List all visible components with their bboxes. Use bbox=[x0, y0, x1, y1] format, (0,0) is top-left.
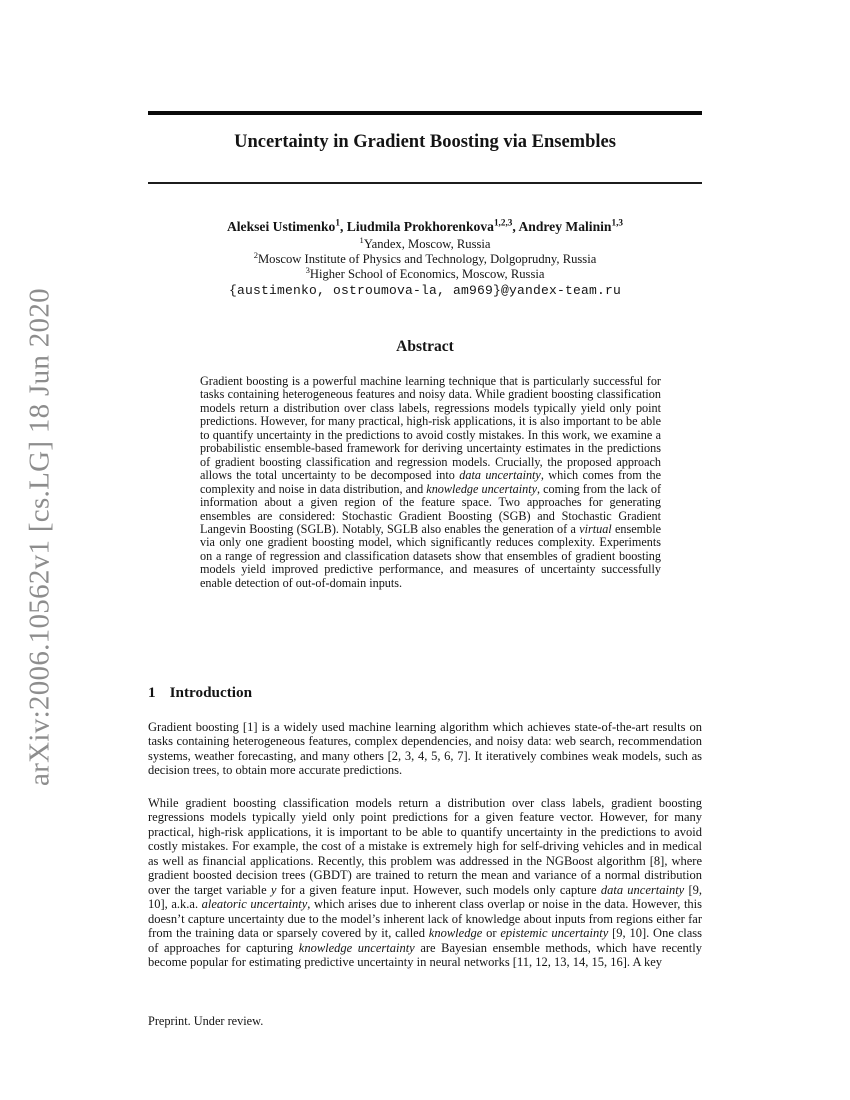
author-emails: {austimenko, ostroumova-la, am969}@yandex-team.ru bbox=[228, 283, 622, 299]
intro-paragraph-1: Gradient boosting [1] is a widely used machine learning algorithm which achieves state-of-the-art results on tasks containing heterogeneous features, complex dependencies, and noisy data: web search, recommendation systems, weather forecasting, and many others [2, 3, 4, 5, 6, 7]. It iteratively combines weak models, such as decision trees, to obtain more accurate predictions. bbox=[148, 720, 702, 778]
arxiv-watermark: arXiv:2006.10562v1 [cs.LG] 18 Jun 2020 bbox=[23, 288, 56, 786]
section-1-title: Introduction bbox=[169, 684, 253, 701]
affiliation-yandex: $^1$Yandex, Moscow, Russia bbox=[359, 234, 491, 251]
title-rule-bottom bbox=[148, 182, 702, 184]
affiliation-hse: $^3$Higher School of Economics, Moscow, Russia bbox=[305, 264, 545, 281]
intro-paragraph-2: While gradient boosting classification models return a distribution over class labels, gradient boosting regressions models typically yield only point predictions for a given feature vector. However, for many practical, high-risk applications, it is important to be able to quantify uncertainty in the predictions to avoid costly mistakes. For example, the cost of a mistake is extremely high for self-driving vehicles and in medical as well as financial applications. Recently, this problem was addressed in the NGBoost algorithm [8], where gradient boosted decision trees (GBDT) are trained to return the mean and variance of a normal distribution over the target variable y for a given feature input. However, such models only capture data uncertainty [9, 10], a.k.a. aleatoric uncertainty, which arises due to inherent class overlap or noise in the data. However, this doesn’t capture uncertainty due to the model’s inherent lack of knowledge about inputs from regions either far from the training data or sparsely covered by it, called knowledge or epistemic uncertainty [9, 10]. One class of approaches for capturing knowledge uncertainty are Bayesian ensemble methods, which have recently become popular for estimating predictive uncertainty in neural networks [11, 12, 13, 14, 15, 16]. A key bbox=[148, 796, 703, 969]
affiliation-mipt: $^2$Moscow Institute of Physics and Technology, Dolgoprudny, Russia bbox=[253, 249, 597, 266]
section-1-heading bbox=[148, 684, 702, 702]
preprint-footnote: Preprint. Under review. bbox=[148, 1014, 264, 1028]
author-block bbox=[118, 219, 732, 299]
abstract-text: Gradient boosting is a powerful machine learning technique that is particularly successful for tasks containing heterogeneous features and noisy data. While gradient boosting classification models return a distribution over class labels, regressions models typically yield only point predictions. However, for many practical, high-risk applications, it is also important to be able to quantify uncertainty in the predictions to avoid costly mistakes. In this work, we examine a probabilistic ensemble-based framework for deriving uncertainty estimates in the predictions of gradient boosting classification and regression models. Crucially, the proposed approach allows the total uncertainty to be decomposed into data uncertainty, which comes from the complexity and noise in data distribution, and knowledge uncertainty, coming from the lack of information about a given region of the feature space. Two approaches for generating ensembles are considered: Stochastic Gradient Boosting (SGB) and Stochastic Gradient Langevin Boosting (SGLB). Notably, SGLB also enables the generation of a virtual ensemble via only one gradient boosting model, which significantly reduces complexity. Experiments on a range of regression and classification datasets show that ensembles of gradient boosting models yield improved predictive performance, and measures of uncertainty successfully enable detection of out-of-domain inputs. bbox=[200, 374, 662, 590]
author-names: Aleksei Ustimenko$^1$, Liudmila Prokhorenkova$^{1,2,3}$, Andrey Malinin$^{1,3}$ bbox=[226, 217, 624, 234]
paper-title: Uncertainty in Gradient Boosting via Ensembles bbox=[234, 132, 616, 152]
abstract-heading: Abstract bbox=[396, 338, 454, 355]
section-1-number: 1 bbox=[148, 684, 156, 701]
title-rule-top bbox=[148, 111, 702, 115]
